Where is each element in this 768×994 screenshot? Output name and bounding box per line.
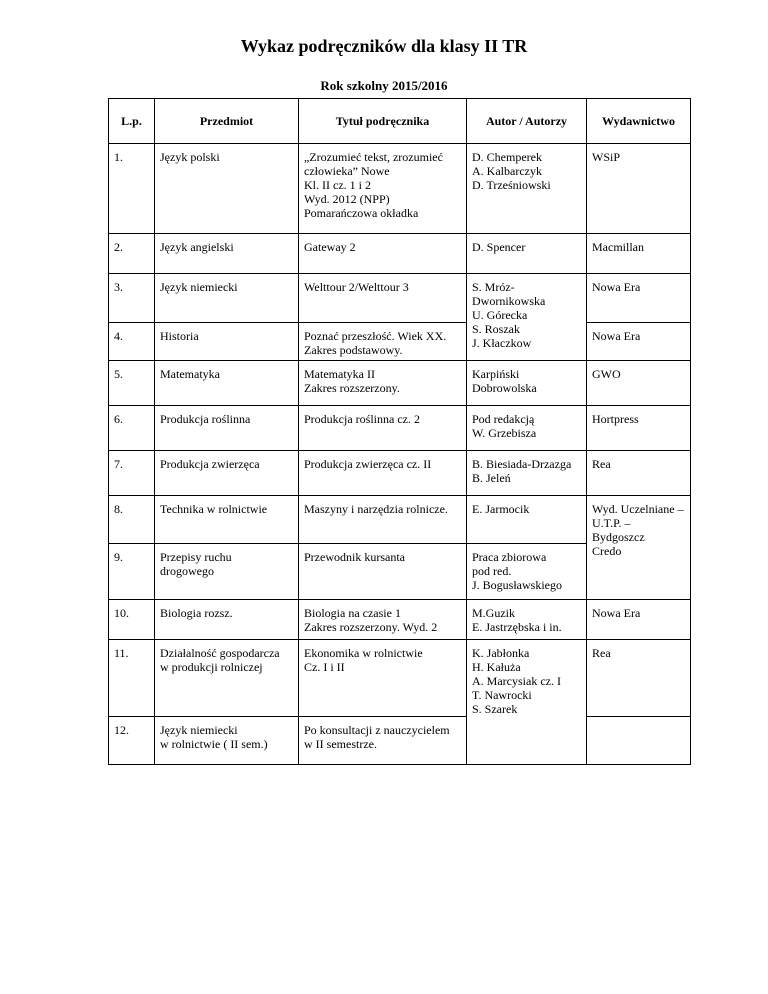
row-number: 6.: [109, 405, 155, 450]
table-row: [109, 234, 691, 274]
row-publisher: [587, 716, 691, 764]
row-book-title: Gateway 2: [299, 234, 467, 274]
table-row: [109, 544, 691, 600]
row-author: Karpiński Dobrowolska: [467, 360, 587, 405]
row-publisher: Nowa Era: [587, 322, 691, 360]
table-row: [109, 405, 691, 450]
row-subject: Przepisy ruchu drogowego: [155, 544, 299, 600]
header-lp: L.p.: [109, 99, 155, 144]
row-author: S. Mróz-Dwornikowska U. Górecka: [467, 274, 587, 323]
row-subject: Biologia rozsz.: [155, 600, 299, 640]
row-number: 11.: [109, 640, 155, 717]
row-subject: Język angielski: [155, 234, 299, 274]
row-author: S. Roszak J. Kłaczkow: [467, 322, 587, 360]
row-publisher: Nowa Era: [587, 274, 691, 323]
row-number: 12.: [109, 716, 155, 764]
row-publisher: Macmillan: [587, 234, 691, 274]
row-publisher: Nowa Era: [587, 600, 691, 640]
row-number: 1.: [109, 144, 155, 234]
table-header-row: [109, 99, 691, 144]
row-author: E. Jarmocik: [467, 495, 587, 544]
row-number: 10.: [109, 600, 155, 640]
table-row: [109, 450, 691, 495]
row-book-title: Produkcja zwierzęca cz. II: [299, 450, 467, 495]
document-title: Wykaz podręczników dla klasy II TR: [240, 36, 528, 56]
row-author: B. Biesiada-Drzazga B. Jeleń: [467, 450, 587, 495]
row-book-title: Maszyny i narzędzia rolnicze.: [299, 495, 467, 544]
row-book-title: Biologia na czasie 1 Zakres rozszerzony. Wyd. 2: [299, 600, 467, 640]
row-book-title: Przewodnik kursanta: [299, 544, 467, 600]
header-book-title: Tytuł podręcznika: [299, 99, 467, 144]
row-number: 8.: [109, 495, 155, 544]
row-book-title: Ekonomika w rolnictwie Cz. I i II: [299, 640, 467, 717]
row-publisher: Credo: [587, 544, 691, 600]
table-row: [109, 716, 691, 764]
table-row: [109, 495, 691, 544]
row-number: 7.: [109, 450, 155, 495]
row-subject: Działalność gospodarcza w produkcji rolniczej: [155, 640, 299, 717]
row-author: D. Chemperek A. Kalbarczyk D. Trześniowski: [467, 144, 587, 234]
row-author: D. Spencer: [467, 234, 587, 274]
row-subject: Historia: [155, 322, 299, 360]
table-row: [109, 144, 691, 234]
row-publisher: WSiP: [587, 144, 691, 234]
row-book-title: Poznać przeszłość. Wiek XX. Zakres podstawowy.: [299, 322, 467, 360]
table-row: [109, 322, 691, 360]
header-author: Autor / Autorzy: [467, 99, 587, 144]
row-publisher: Hortpress: [587, 405, 691, 450]
row-book-title: Welttour 2/Welttour 3: [299, 274, 467, 323]
textbook-table: [108, 98, 691, 765]
table-row: [109, 274, 691, 323]
row-publisher: GWO: [587, 360, 691, 405]
row-number: 4.: [109, 322, 155, 360]
row-subject: Matematyka: [155, 360, 299, 405]
row-number: 5.: [109, 360, 155, 405]
row-author: [467, 716, 587, 764]
row-book-title: Po konsultacji z nauczycielem w II semestrze.: [299, 716, 467, 764]
row-book-title: Produkcja roślinna cz. 2: [299, 405, 467, 450]
row-author: Pod redakcją W. Grzebisza: [467, 405, 587, 450]
row-author: K. Jabłonka H. Kałuża A. Marcysiak cz. I T. Nawrocki S. Szarek: [467, 640, 587, 717]
row-number: 9.: [109, 544, 155, 600]
row-subject: Technika w rolnictwie: [155, 495, 299, 544]
row-subject: Produkcja zwierzęca: [155, 450, 299, 495]
table-row: [109, 600, 691, 640]
table-row: [109, 640, 691, 717]
row-number: 3.: [109, 274, 155, 323]
row-book-title: „Zrozumieć tekst, zrozumieć człowieka” Nowe Kl. II cz. 1 i 2 Wyd. 2012 (NPP) Pomarańczowa okładka: [299, 144, 467, 234]
row-author: M.Guzik E. Jastrzębska i in.: [467, 600, 587, 640]
header-publisher: Wydawnictwo: [587, 99, 691, 144]
row-book-title: Matematyka II Zakres rozszerzony.: [299, 360, 467, 405]
row-subject: Język polski: [155, 144, 299, 234]
row-number: 2.: [109, 234, 155, 274]
document-subtitle: Rok szkolny 2015/2016: [320, 78, 448, 93]
row-subject: Język niemiecki w rolnictwie ( II sem.): [155, 716, 299, 764]
header-subject: Przedmiot: [155, 99, 299, 144]
row-subject: Język niemiecki: [155, 274, 299, 323]
row-subject: Produkcja roślinna: [155, 405, 299, 450]
row-publisher: Wyd. Uczelniane – U.T.P. – Bydgoszcz: [587, 495, 691, 544]
row-publisher: Rea: [587, 640, 691, 717]
table-row: [109, 360, 691, 405]
row-publisher: Rea: [587, 450, 691, 495]
row-author: Praca zbiorowa pod red. J. Bogusławskiego: [467, 544, 587, 600]
